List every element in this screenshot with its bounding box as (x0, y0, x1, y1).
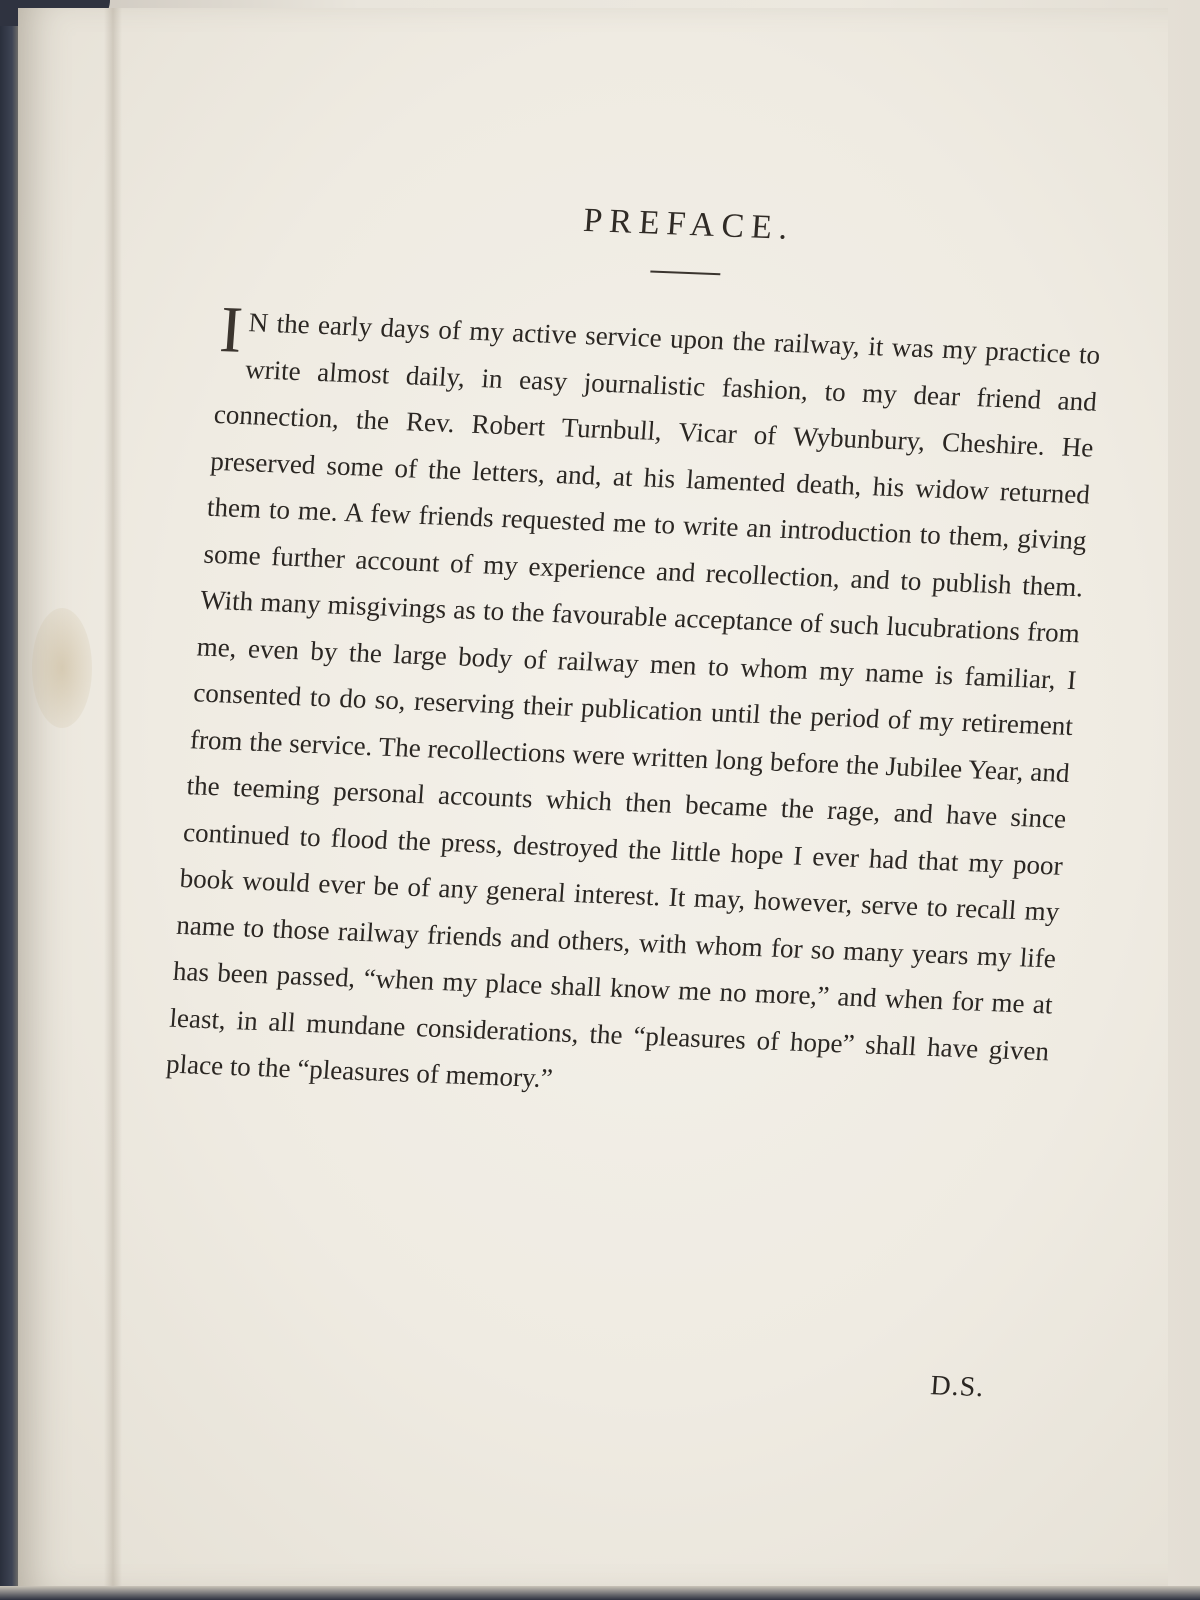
book-cover-edge (0, 0, 20, 1600)
drop-cap: I (217, 293, 245, 367)
page-stain (32, 608, 92, 728)
preface-text: N the early days of my active service upon the railway, it was my practice to write almost daily, in easy journalistic fashion, to my dear friend and connection, the Rev. Robert Turnbull, Vicar of Wybunbury, Cheshire. He preserved some of the letters, and, at his lamented death, his widow returned them to me. A few friends requested me to write an introduction to them, giving some further account of my experience and recollection, and to publish them. With many misgivings as to the favourable acceptance of such lucubrations from me, even by the large body of railway men to whom my name is familiar, I consented to do so, reserving their publication until the period of my retirement from the service. The recollections were written long before the Jubilee Year, and the teeming personal accounts which then became the rage, and have since continued to flood the press, destroyed the little hope I ever had that my poor book would ever be of any general interest. It may, however, serve to recall my name to those railway friends and others, with whom for so many years my life has been passed, “when my place shall know me no more,” and when for me at least, in all mundane considerations, the “pleasures of hope” shall have given place to the “pleasures of memory.” (165, 307, 1102, 1094)
page-title: PREFACE. (581, 201, 796, 248)
title-rule (650, 271, 720, 276)
page-text-block (140, 162, 1112, 1453)
book-cover-bottom (0, 1586, 1200, 1600)
book-page (18, 8, 1168, 1588)
signature: D.S. (929, 1370, 986, 1404)
preface-paragraph (165, 293, 1102, 1121)
page-gutter (104, 8, 122, 1588)
